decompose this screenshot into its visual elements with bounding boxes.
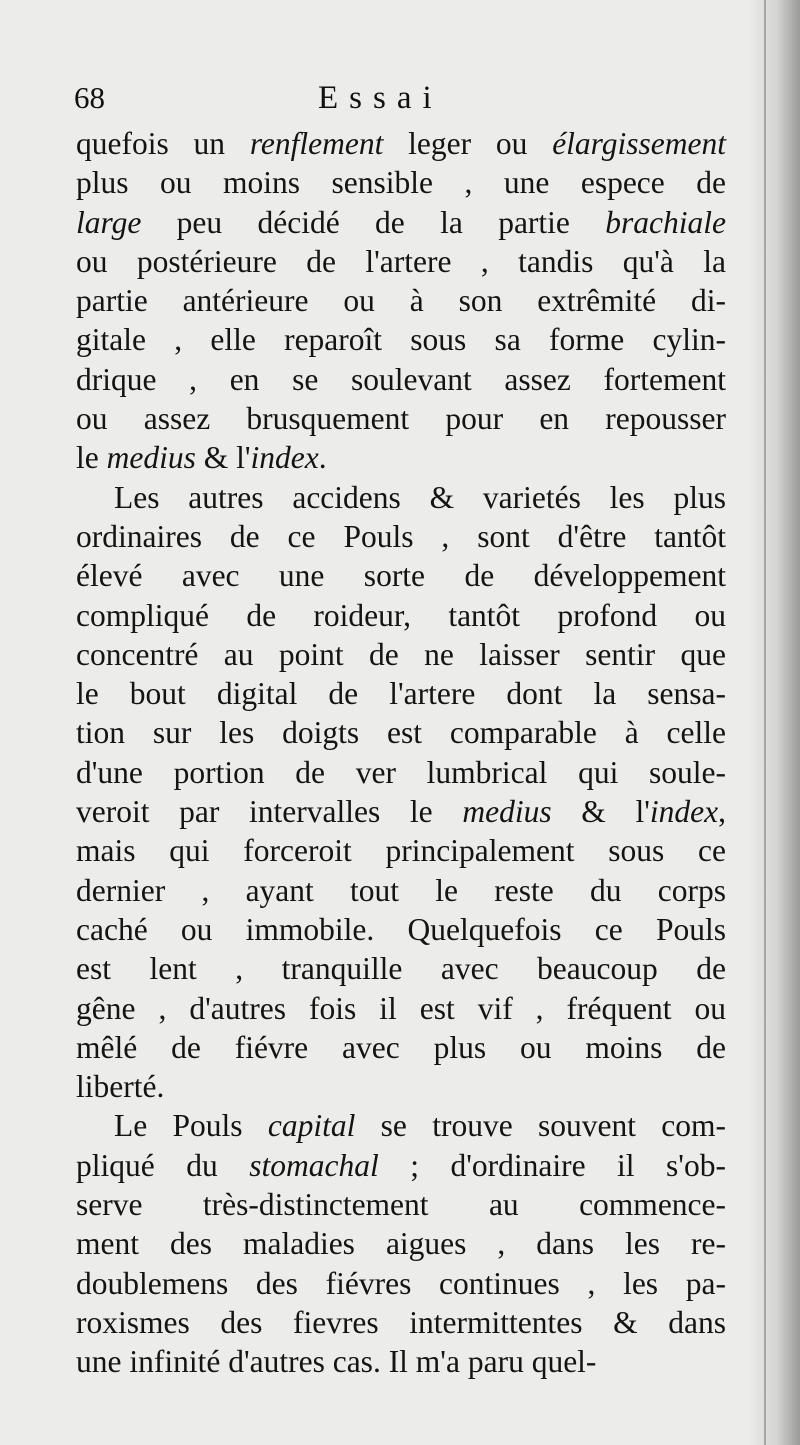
paragraph — [76, 478, 726, 1107]
text-line — [76, 792, 726, 831]
text-run: gitale , elle reparoît sous sa forme cylin- — [76, 322, 726, 358]
text-line — [76, 1264, 726, 1303]
text-run: ordinaires de ce Pouls , sont d'être tantôt — [76, 518, 726, 554]
text-run: drique , en se soulevant assez fortement — [76, 361, 726, 397]
text-line — [76, 910, 726, 949]
text-run: dernier , ayant tout le reste du corps — [76, 872, 726, 908]
text-line — [76, 713, 726, 752]
text-line — [76, 242, 726, 281]
text-run: d'une portion de ver lumbrical qui soule- — [76, 754, 726, 790]
text-run: le — [76, 440, 107, 476]
page-fold-line — [764, 0, 766, 1445]
text-line — [76, 635, 726, 674]
text-line — [76, 831, 726, 870]
paragraph — [76, 124, 726, 478]
text-run: mêlé de fiévre avec plus ou moins de — [76, 1029, 726, 1065]
text-run: peu décidé de la partie — [141, 204, 606, 240]
text-run: partie antérieure ou à son extrêmité di- — [76, 283, 726, 319]
text-line — [76, 438, 726, 477]
paragraph — [76, 1106, 726, 1381]
text-line — [76, 1067, 726, 1106]
italic-text: stomachal — [249, 1147, 379, 1183]
text-line — [76, 674, 726, 713]
text-line — [76, 1224, 726, 1263]
running-head: Essai — [318, 80, 443, 116]
italic-text: élargissement — [552, 126, 726, 161]
page-header — [0, 80, 800, 124]
italic-text: medius — [462, 794, 552, 830]
text-run: leger ou — [383, 126, 553, 161]
text-run: ment des maladies aigues , dans les re- — [76, 1226, 726, 1262]
text-run: . — [318, 440, 327, 476]
page-number: 68 — [74, 80, 105, 115]
text-line — [76, 203, 726, 242]
text-run: élevé avec une sorte de développement — [76, 558, 726, 594]
text-line — [76, 320, 726, 359]
text-run: une infinité d'autres cas. Il m'a paru quel- — [76, 1344, 597, 1380]
text-line — [76, 556, 726, 595]
text-line — [76, 517, 726, 556]
text-line — [76, 1303, 726, 1342]
italic-text: index — [649, 794, 719, 830]
italic-text: renflement — [249, 126, 384, 161]
text-line — [76, 596, 726, 635]
text-line — [76, 1028, 726, 1067]
text-run: compliqué de roideur, tantôt profond ou — [76, 597, 726, 633]
text-run: gêne , d'autres fois il est vif , fréquent ou — [76, 990, 726, 1026]
text-line — [76, 360, 726, 399]
text-line — [76, 753, 726, 792]
text-run: veroit par intervalles le — [76, 794, 463, 830]
text-run: concentré au point de ne laisser sentir que — [76, 636, 726, 672]
italic-text: large — [76, 204, 142, 240]
text-line — [76, 1185, 726, 1224]
italic-text: medius — [106, 440, 196, 476]
text-run: & l' — [551, 794, 650, 830]
text-run: quefois un — [76, 126, 250, 161]
text-line — [76, 989, 726, 1028]
text-run: , — [718, 794, 726, 830]
text-line — [76, 163, 726, 202]
text-run: Le Pouls — [114, 1108, 268, 1144]
body-text — [76, 124, 726, 1382]
text-line — [76, 478, 726, 517]
text-run: & l' — [195, 440, 251, 476]
text-line — [76, 1146, 726, 1185]
text-run: le bout digital de l'artere dont la sensa- — [76, 676, 726, 712]
italic-text: index — [250, 440, 319, 476]
text-line — [76, 949, 726, 988]
text-run: plus ou moins sensible , une espece de — [76, 165, 726, 201]
italic-text: capital — [267, 1108, 356, 1144]
text-line — [76, 281, 726, 320]
text-run: caché ou immobile. Quelquefois ce Pouls — [76, 911, 726, 947]
text-run: ; d'ordinaire il s'ob- — [378, 1147, 726, 1183]
text-run: tion sur les doigts est comparable à celle — [76, 715, 726, 751]
text-line — [76, 1342, 726, 1381]
text-run: roxismes des fievres intermittentes & dans — [76, 1304, 726, 1340]
page-edge-shadow — [748, 0, 800, 1445]
text-run: serve très-distinctement au commence- — [76, 1187, 726, 1223]
text-line — [76, 1106, 726, 1145]
text-run: ou assez brusquement pour en repousser — [76, 401, 726, 437]
text-run: pliqué du — [76, 1147, 250, 1183]
text-run: est lent , tranquille avec beaucoup de — [76, 951, 726, 987]
text-line — [76, 124, 726, 163]
text-line — [76, 399, 726, 438]
text-run: Les autres accidens & varietés les plus — [114, 479, 726, 515]
text-run: doublemens des fiévres continues , les pa- — [76, 1265, 726, 1301]
text-run: liberté. — [76, 1069, 165, 1105]
text-run: ou postérieure de l'artere , tandis qu'à la — [76, 243, 726, 279]
text-run: se trouve souvent com- — [355, 1108, 726, 1144]
text-run: mais qui forceroit principalement sous ce — [76, 833, 726, 869]
italic-text: brachiale — [605, 204, 726, 240]
text-line — [76, 871, 726, 910]
